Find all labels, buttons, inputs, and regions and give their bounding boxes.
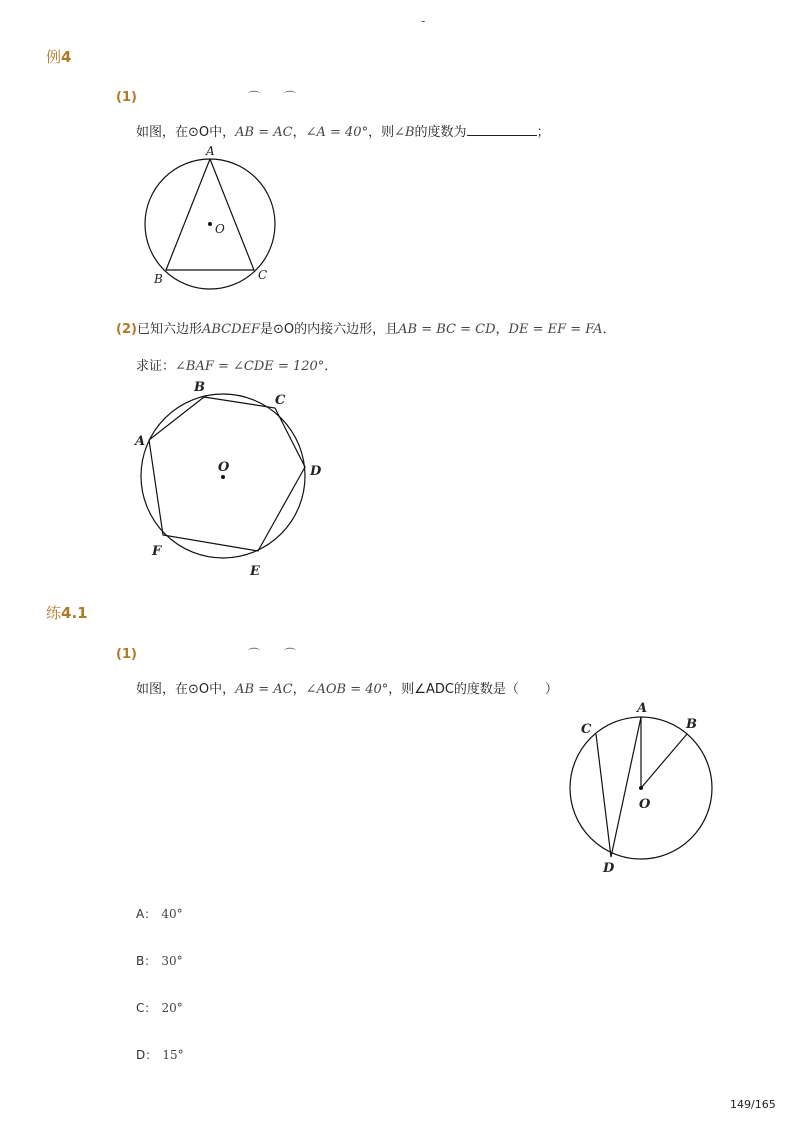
q2-text-mid2: ，	[495, 322, 509, 337]
triangle-abc	[166, 159, 254, 270]
option-b-value: 30°	[161, 954, 183, 968]
pq1-math-angle-aob: ∠AOB = 40°	[305, 682, 389, 697]
q1-text-end: ；	[536, 125, 550, 140]
label-a: A	[135, 434, 146, 449]
q1-text-mid: ，	[292, 125, 306, 140]
option-b-label: B：	[136, 954, 157, 968]
label-e: E	[250, 564, 260, 579]
label-d: D	[310, 464, 322, 479]
q2-text-mid: 是⊙O的内接六边形，且	[260, 322, 399, 337]
practice-title	[46, 602, 88, 623]
option-d[interactable]	[136, 1044, 184, 1063]
practice-q1-statement	[136, 678, 558, 697]
example-q1-statement	[136, 121, 550, 140]
center-point	[221, 475, 225, 479]
label-b: B	[154, 272, 163, 286]
q1-math-angle-b: ∠B	[394, 125, 415, 140]
practice-title-number: 4.1	[61, 604, 88, 622]
q1-math-ab-ac: AB = AC	[235, 125, 293, 140]
hexagon-circle-figure	[130, 375, 330, 585]
label-f: F	[152, 544, 162, 559]
page-number: 149/165	[730, 1098, 776, 1111]
pq1-math-ab-ac: AB = AC	[235, 682, 293, 697]
pq1-text-post: ，则∠ADC的度数是（ ）	[388, 682, 558, 697]
example-q2-statement	[116, 318, 616, 337]
header-mark: -	[421, 14, 426, 28]
label-o: O	[218, 460, 230, 475]
label-c: C	[275, 393, 286, 408]
q2-math-de-ef-fa: DE = EF = FA	[508, 322, 603, 337]
practice-title-prefix: 练	[46, 604, 62, 622]
label-c: C	[258, 268, 268, 282]
q2-proof-end: ．	[324, 359, 338, 374]
q1-text-post: 的度数为	[414, 125, 467, 140]
example-q1-arc-marks: ⌒ ⌒	[248, 90, 297, 104]
label-a: A	[206, 144, 215, 158]
option-c-label: C：	[136, 1001, 157, 1015]
option-c-value: 20°	[161, 1001, 183, 1015]
q2-proof-math: ∠BAF = ∠CDE = 120°	[175, 359, 325, 374]
option-c[interactable]	[136, 997, 183, 1016]
option-d-label: D：	[136, 1048, 158, 1062]
option-a[interactable]	[136, 903, 183, 922]
chord-circle-figure	[560, 695, 730, 885]
q1-math-angle-a: ∠A = 40°	[305, 125, 369, 140]
q2-text-pre: 已知六边形	[136, 322, 202, 337]
label-c: C	[581, 722, 592, 737]
label-b: B	[194, 380, 205, 395]
chord-cd	[596, 734, 611, 857]
option-a-value: 40°	[161, 907, 183, 921]
center-point	[639, 786, 643, 790]
q1-text-mid2: ，则	[368, 125, 395, 140]
example-title-prefix: 例	[46, 48, 62, 66]
label-b: B	[686, 717, 697, 732]
option-a-label: A：	[136, 907, 157, 921]
option-b[interactable]	[136, 950, 183, 969]
label-d: D	[603, 861, 615, 876]
label-o: O	[639, 797, 651, 812]
pq1-text-mid: ，	[292, 682, 306, 697]
q1-text-pre: 如图，在⊙O中，	[136, 125, 236, 140]
pq1-text-pre: 如图，在⊙O中，	[136, 682, 236, 697]
chord-ad	[611, 717, 641, 857]
q2-text-end: ．	[602, 322, 616, 337]
option-d-value: 15°	[162, 1048, 184, 1062]
practice-q1-number: (1)	[116, 647, 137, 662]
label-o: O	[215, 222, 225, 236]
example-q1-number: (1)	[116, 90, 137, 105]
label-a: A	[637, 701, 648, 716]
q2-math-hexagon: ABCDEF	[201, 322, 261, 337]
example-title	[46, 46, 71, 67]
practice-q1-arc-marks: ⌒ ⌒	[248, 647, 297, 661]
q2-proof-pre: 求证：	[136, 359, 176, 374]
example-q2-proof	[136, 355, 337, 374]
answer-blank[interactable]	[467, 123, 537, 136]
q2-math-ab-bc-cd: AB = BC = CD	[398, 322, 496, 337]
radius-ob	[641, 734, 687, 788]
example-q2-number: (2)	[116, 322, 137, 337]
triangle-circle-figure	[140, 140, 290, 300]
example-title-number: 4	[61, 48, 72, 66]
center-point	[208, 222, 212, 226]
